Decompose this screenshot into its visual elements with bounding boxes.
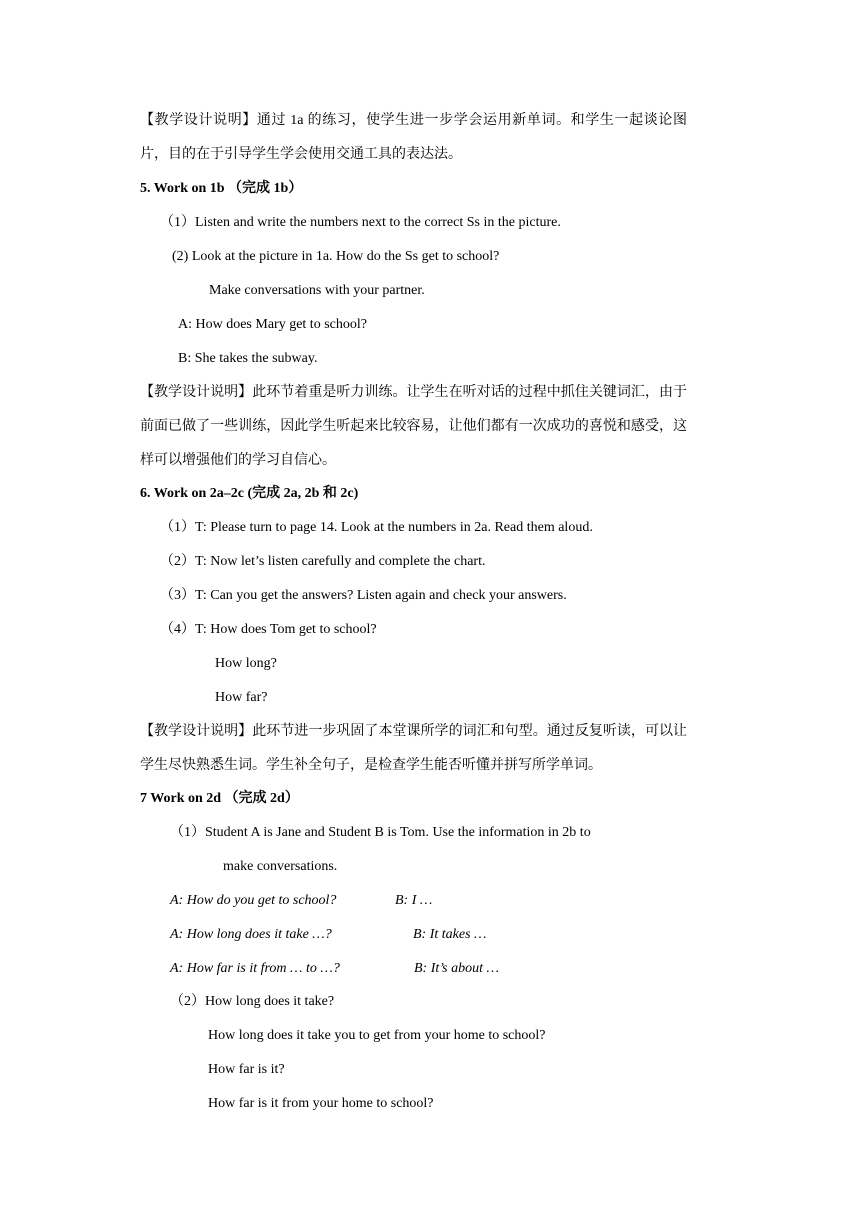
section-6-item-4-sub-1: How long? (215, 656, 277, 671)
section-5-dialog-b: B: She takes the subway. (178, 351, 318, 366)
section-5-item-1: （1）Listen and write the numbers next to the correct Ss in the picture. (160, 215, 561, 230)
section-5-item-2-sub: Make conversations with your partner. (209, 283, 425, 298)
section-5-item-2: (2) Look at the picture in 1a. How do the Ss get to school? (172, 249, 500, 264)
qa-question: A: How do you get to school? (170, 893, 337, 908)
section-5-dialog-a: A: How does Mary get to school? (178, 317, 367, 332)
section-7-item-1: （1）Student A is Jane and Student B is Tom. Use the information in 2b to (170, 825, 591, 840)
section-7-item-2-line: How long does it take you to get from your home to school? (208, 1028, 546, 1043)
section-6-item-1: （1）T: Please turn to page 14. Look at the numbers in 2a. Read them aloud. (160, 520, 593, 535)
section-7-item-2-line: How far is it? (208, 1062, 285, 1077)
design-note-1: 【教学设计说明】通过 1a 的练习，使学生进一步学会运用新单词。和学生一起谈论图片，目的在于引导学生学会使用交通工具的表达法。 (140, 113, 687, 162)
section-7-item-1-cont: make conversations. (223, 859, 338, 874)
section-6-item-4-sub-2: How far? (215, 690, 268, 705)
design-note-3: 【教学设计说明】此环节进一步巩固了本堂课所学的词汇和句型。通过反复听读，可以让学生尽快熟悉生词。学生补全句子，是检查学生能否听懂并拼写所学单词。 (140, 724, 687, 773)
design-note-2: 【教学设计说明】此环节着重是听力训练。让学生在听对话的过程中抓住关键词汇，由于前面已做了一些训练，因此学生听起来比较容易，让他们都有一次成功的喜悦和感受，这样可以增强他们的学习自信心。 (140, 385, 687, 468)
section-7-item-2-line: How far is it from your home to school? (208, 1096, 434, 1111)
section-7-heading: 7 Work on 2d （完成 2d） (140, 791, 299, 806)
section-7-item-2: （2）How long does it take? (170, 994, 335, 1009)
section-6-item-4: （4）T: How does Tom get to school? (160, 622, 377, 637)
qa-question: A: How far is it from … to …? (170, 961, 340, 976)
qa-answer: B: It’s about … (414, 961, 499, 976)
qa-question: A: How long does it take …? (170, 927, 332, 942)
qa-answer: B: I … (395, 893, 433, 908)
section-6-item-2: （2）T: Now let’s listen carefully and complete the chart. (160, 554, 486, 569)
section-5-heading: 5. Work on 1b （完成 1b） (140, 181, 303, 196)
section-6-heading: 6. Work on 2a–2c (完成 2a, 2b 和 2c) (140, 486, 359, 501)
qa-answer: B: It takes … (413, 927, 487, 942)
section-6-item-3: （3）T: Can you get the answers? Listen again and check your answers. (160, 588, 567, 603)
